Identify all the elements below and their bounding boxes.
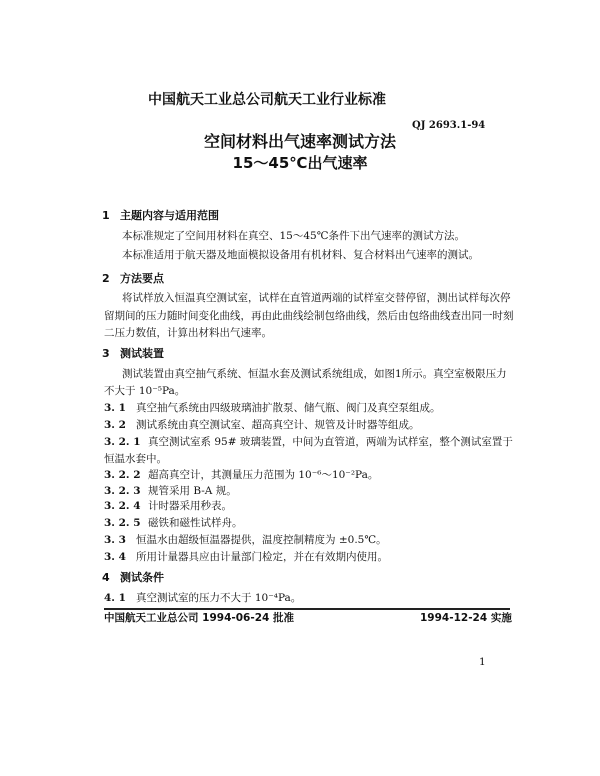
footer-divider <box>104 608 510 610</box>
paragraph-line: 不大于 10⁻⁵Pa。 <box>104 385 186 397</box>
paragraph-line: 将试样放入恒温真空测试室，试样在直管道两端的试样室交替停留，测出试样每次停 <box>122 292 511 304</box>
clause-3-3: 3. 3 恒温水由超级恒温器提供，温度控制精度为 ±0.5℃。 <box>104 534 387 546</box>
clause-3-2-1: 3. 2. 1 真空测试室系 95# 玻璃装置，中间为直管道，两端为试样室，整个测试室置于 <box>104 436 513 448</box>
page-number: 1 <box>479 656 486 668</box>
paragraph-line: 本标准规定了空间用材料在真空、15～45℃条件下出气速率的测试方法。 <box>122 230 465 242</box>
paragraph-line: 二压力数值，计算出材料出气速率。 <box>104 327 272 339</box>
clause-3-1: 3. 1 真空抽气系统由四级玻璃油扩散泵、储气瓶、阀门及真空泵组成。 <box>104 402 441 414</box>
clause-3-2: 3. 2 测试系统由真空测试室、超高真空计、规管及计时器等组成。 <box>104 419 420 431</box>
document-title: 空间材料出气速率测试方法 <box>203 132 396 151</box>
section-1-heading: 1 主题内容与适用范围 <box>102 209 219 222</box>
clause-3-2-4: 3. 2. 4 计时器采用秒表。 <box>104 500 232 512</box>
clause-3-2-2: 3. 2. 2 超高真空计，其测量压力范围为 10⁻⁶～10⁻²Pa。 <box>104 469 379 481</box>
section-2-heading: 2 方法要点 <box>102 272 164 285</box>
paragraph-line: 本标准适用于航天器及地面模拟设备用有机材料、复合材料出气速率的测试。 <box>122 249 479 261</box>
clause-3-2-1-cont: 恒温水套中。 <box>104 453 167 465</box>
section-4-heading: 4 测试条件 <box>102 571 164 584</box>
section-3-heading: 3 测试装置 <box>102 347 164 360</box>
paragraph-line: 测试装置由真空抽气系统、恒温水套及测试系统组成，如图1所示。真空室极限压力 <box>122 368 507 380</box>
paragraph-line: 留期间的压力随时间变化曲线，再由此曲线绘制包络曲线，然后由包络曲线查出同一时刻 <box>104 310 514 322</box>
clause-3-4: 3. 4 所用计量器具应由计量部门检定，并在有效期内使用。 <box>104 551 388 563</box>
clause-4-1: 4. 1 真空测试室的压力不大于 10⁻⁴Pa。 <box>104 592 302 604</box>
approval-date: 中国航天工业总公司 1994-06-24 批准 <box>104 612 294 624</box>
org-standard-header: 中国航天工业总公司航天工业行业标准 <box>148 92 386 108</box>
effective-date: 1994-12-24 实施 <box>420 612 512 624</box>
clause-3-2-5: 3. 2. 5 磁铁和磁性试样舟。 <box>104 517 243 529</box>
document-subtitle: 15～45℃出气速率 <box>232 154 368 172</box>
standard-code: QJ 2693.1-94 <box>412 120 486 131</box>
clause-3-2-3: 3. 2. 3 规管采用 B-A 规。 <box>104 485 237 497</box>
